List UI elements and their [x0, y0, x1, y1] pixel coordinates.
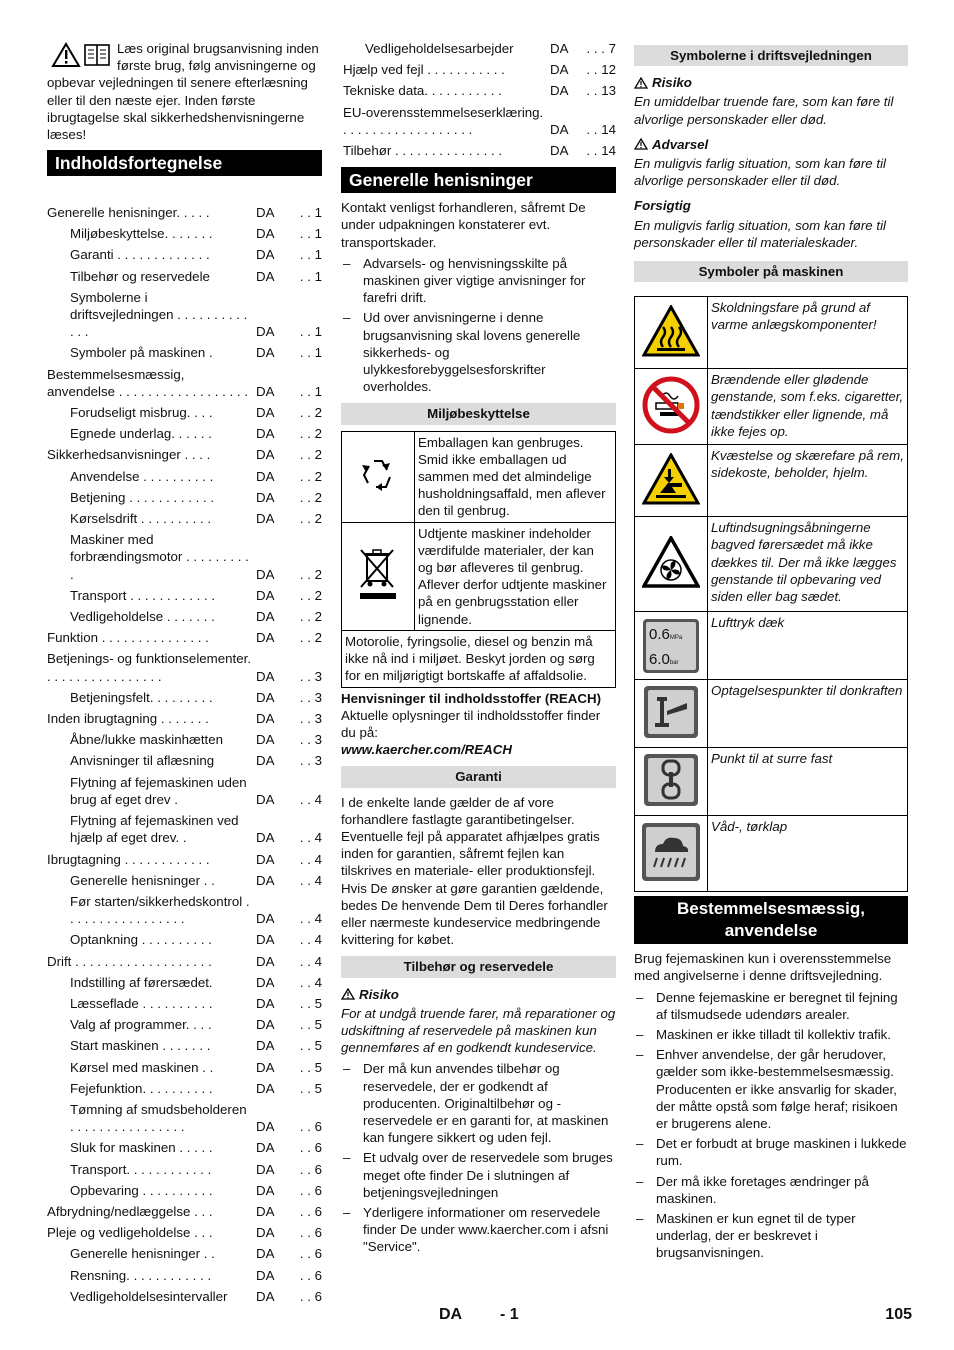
toc-entry[interactable]: [47, 710, 322, 727]
toc-entry[interactable]: [47, 650, 322, 684]
toc-entry[interactable]: [47, 812, 322, 846]
machine-symbols-table: [634, 296, 908, 892]
toc-entry[interactable]: [47, 731, 322, 748]
toc-entry-title: Indstilling af førersædet.: [70, 974, 213, 990]
toc-entry-lang: DA: [256, 247, 275, 263]
machine-symbol-cell: [635, 297, 708, 369]
toc-entry-page: . . 14: [586, 121, 616, 137]
machine-symbol-cell: [635, 445, 708, 517]
toc-heading: Indholdsfortegnelse: [47, 150, 322, 176]
toc-entry-lang: DA: [256, 1017, 275, 1033]
toc-entry-title: Optankning . . . . . . . . . .: [70, 932, 212, 948]
toc-entry[interactable]: [341, 142, 616, 159]
toc-entry-page: . . 6: [299, 1140, 322, 1156]
toc-entry-lang: DA: [256, 447, 275, 463]
toc-entry[interactable]: [47, 974, 322, 991]
toc-entry-page: . . 3: [299, 753, 322, 769]
toc-entry-title: Vedligeholdelse . . . . . . .: [70, 609, 215, 625]
toc-entry-title: Tilbehør og reservedele: [70, 268, 210, 284]
toc-entry-page: . . 3: [299, 732, 322, 748]
manual-book-icon: [83, 42, 111, 68]
toc-entry[interactable]: [47, 608, 322, 625]
toc-entry-page: . . 4: [299, 851, 322, 867]
toc-entry-title: Tekniske data. . . . . . . . . . .: [343, 83, 502, 99]
toc-entry-page: . . 3: [299, 689, 322, 705]
toc-entry-title: Forudseligt misbrug. . . .: [70, 405, 213, 421]
machine-symbol-text: Brændende eller glødende genstande, som f.eks. cigaretter, tændstikker eller lignende, må ikke fejes op.: [708, 369, 908, 445]
toc-entry-lang: DA: [256, 1225, 275, 1241]
toc-entry[interactable]: [47, 1203, 322, 1220]
toc-entry-page: . . 2: [299, 511, 322, 527]
page-footer: [0, 1306, 954, 1330]
toc-entry-lang: DA: [256, 872, 275, 888]
toc-entry-page: . . 4: [299, 911, 322, 927]
toc-entry-lang: DA: [256, 911, 275, 927]
reach-link[interactable]: www.kaercher.com/REACH: [341, 742, 512, 758]
toc-entry[interactable]: [47, 752, 322, 769]
symbols-risk-text: En umiddelbar truende fare, som kan føre til alvorlige personskader eller død.: [634, 94, 894, 127]
toc-entry-title: Flytning af fejemaskinen uden brug af eget drev .: [70, 774, 247, 807]
toc-entry[interactable]: [47, 344, 322, 361]
toc-entry[interactable]: [47, 425, 322, 442]
toc-entry-lang: DA: [256, 405, 275, 421]
toc-entry-title: Generelle henisninger. . . . .: [47, 205, 210, 220]
toc-entry-page: . . 2: [299, 468, 322, 484]
toc-entry-page: . . 1: [299, 205, 322, 220]
no-burning-objects-icon: [642, 376, 700, 434]
intended-use-heading: Bestemmelsesmæssig, anvendelse: [634, 896, 908, 944]
toc-entry-title: Generelle henisninger . .: [70, 872, 215, 888]
toc-entry-title: Transport. . . . . . . . . . . .: [70, 1161, 212, 1177]
toc-list-left: [47, 204, 322, 1305]
accessories-risk-text: For at undgå truende farer, må reparationer og udskiftning af reservedele på maskinen kun gennemføres af en godkendt kundeservice.: [341, 1005, 616, 1056]
general-item: – Ud over anvisningerne i denne brugsanvisning skal lovens generelle sikkerheds- og ulykkesforebyggelsesforskrifter overholdes.: [341, 309, 616, 395]
toc-entry-page: . . 6: [299, 1246, 322, 1262]
toc-entry-title: Inden ibrugtagning . . . . . . .: [47, 711, 209, 727]
symbols-heading: Symbolerne i driftsvejledningen: [634, 45, 908, 66]
toc-list-right: [341, 40, 616, 159]
reach-title: Henvisninger til indholdsstoffer (REACH): [341, 690, 602, 706]
toc-entry-lang: DA: [256, 711, 275, 727]
toc-entry-title: Kørselsdrift . . . . . . . . . .: [70, 511, 212, 527]
toc-entry-lang: DA: [256, 345, 275, 361]
toc-entry-title: Før starten/sikkerhedskontrol . . . . . . . . . . . . . . . . .: [70, 893, 250, 927]
toc-entry-title: Betjeningsfelt. . . . . . . . .: [70, 689, 213, 705]
toc-entry[interactable]: [47, 689, 322, 706]
toc-entry[interactable]: [47, 1267, 322, 1284]
toc-entry-lang: DA: [256, 511, 275, 527]
toc-entry-lang: DA: [550, 62, 569, 78]
tyre-pressure-bar: 6.0: [649, 650, 670, 668]
machine-symbol-cell: [635, 748, 708, 816]
toc-entry-title: Symbolerne i driftsvejledningen . . . . . . . . . . . . .: [70, 289, 248, 340]
toc-entry[interactable]: [47, 872, 322, 889]
toc-entry[interactable]: [47, 1139, 322, 1156]
toc-entry-title: Bestemmelsesmæssig, anvendelse . . . . . . . . . . . . . . . . . .: [47, 366, 249, 399]
accessories-item: – Yderligere informationer om reservedele finder De under www.kaercher.com i afsni "Service".: [341, 1204, 616, 1256]
toc-entry[interactable]: [47, 489, 322, 506]
general-intro: Kontakt venligst forhandleren, såfremt De under udpakningen konstaterer evt. transportskader.: [341, 200, 586, 250]
warning-triangle-icon: [51, 42, 81, 68]
toc-entry[interactable]: [47, 1016, 322, 1033]
footer-section-page: - 1: [500, 1306, 519, 1323]
toc-entry-page: . . 1: [299, 247, 322, 263]
toc-entry-title: Fejefunktion. . . . . . . . . .: [70, 1080, 213, 1096]
toc-entry[interactable]: [47, 446, 322, 463]
toc-entry-page: . . 1: [299, 226, 322, 242]
toc-entry-page: . . 1: [299, 383, 322, 399]
toc-entry-title: Ibrugtagning . . . . . . . . . . . .: [47, 851, 210, 867]
intended-use-item: – Enhver anvendelse, der går herudover, gælder som ikke-bestemmelsesmæssig. Producenten er ikke ansvarlig for skader, der måtte opstå som følge heraf; risikoen er brugerens alene.: [634, 1046, 908, 1132]
toc-entry-lang: DA: [256, 668, 275, 684]
toc-entry-page: . . 2: [299, 447, 322, 463]
toc-entry[interactable]: [47, 774, 322, 808]
toc-entry-page: . . 4: [299, 830, 322, 846]
toc-entry-page: . . . 7: [586, 41, 616, 56]
toc-entry-page: . . 5: [299, 1059, 322, 1075]
general-heading: Generelle henisninger: [341, 167, 616, 193]
intended-use-item: – Maskinen er ikke tilladt til kollektiv trafik.: [634, 1026, 908, 1043]
intended-use-item: – Der må ikke foretages ændringer på maskinen.: [634, 1173, 908, 1207]
machine-symbol-text: Optagelsespunkter til donkraften: [708, 680, 908, 748]
intended-use-intro: Brug fejemaskinen kun i overensstemmelse med angivelserne i denne driftsvejledning.: [634, 951, 892, 984]
accessories-item: – Der må kun anvendes tilbehør og reservedele, der er godkendt af producenten. Originaltilbehør og -reservedele er en garanti for, at maskinen kan fungere sikkert og uden fejl.: [341, 1060, 616, 1146]
toc-entry-title: Betjening . . . . . . . . . . . .: [70, 489, 215, 505]
toc-entry-page: . . 4: [299, 872, 322, 888]
toc-entry-lang: DA: [256, 226, 275, 242]
toc-entry[interactable]: [47, 931, 322, 948]
toc-entry[interactable]: [47, 953, 322, 970]
toc-entry-page: . . 2: [299, 426, 322, 442]
hot-surface-warning-icon: [642, 305, 700, 357]
toc-entry-page: . . 1: [299, 324, 322, 340]
machine-symbol-cell: [635, 816, 708, 892]
toc-entry-page: . . 6: [299, 1182, 322, 1198]
toc-entry-lang: DA: [256, 1161, 275, 1177]
toc-entry-title: Vedligeholdelsesintervaller: [70, 1288, 228, 1304]
toc-entry[interactable]: [47, 1080, 322, 1097]
fan-warning-icon: [642, 536, 700, 588]
toc-entry-lang: DA: [256, 383, 275, 399]
toc-entry-page: . . 12: [586, 62, 616, 78]
toc-entry-lang: DA: [256, 468, 275, 484]
toc-entry-lang: DA: [256, 1182, 275, 1198]
toc-entry[interactable]: [47, 995, 322, 1012]
toc-entry[interactable]: [47, 851, 322, 868]
tyre-pressure-bar-unit: bar: [669, 659, 679, 666]
toc-entry-page: . . 6: [299, 1288, 322, 1304]
toc-entry-lang: DA: [256, 609, 275, 625]
toc-entry[interactable]: [47, 1288, 322, 1305]
toc-entry-page: . . 5: [299, 1017, 322, 1033]
toc-entry[interactable]: [47, 366, 322, 400]
environment-recycle-cell: [342, 431, 415, 522]
toc-entry-page: . . 13: [586, 83, 616, 99]
toc-entry-lang: DA: [256, 974, 275, 990]
symbols-risk-label: Risiko: [652, 75, 692, 91]
toc-entry-title: EU-overensstemmelseserklæring. . . . . . . . . . . . . . . . . . .: [343, 104, 544, 137]
toc-entry-title: Miljøbeskyttelse. . . . . . .: [70, 226, 213, 242]
toc-entry-page: . . 5: [299, 1080, 322, 1096]
lashing-point-icon: [643, 753, 699, 807]
machine-symbol-text: Punkt til at surre fast: [708, 748, 908, 816]
toc-entry[interactable]: [47, 404, 322, 421]
recycle-icon: [356, 453, 400, 497]
toc-entry-title: Generelle henisninger . .: [70, 1246, 215, 1262]
toc-entry-lang: DA: [256, 689, 275, 705]
toc-entry-title: Tømning af smudsbeholderen . . . . . . . . . . . . . . . .: [70, 1101, 247, 1135]
toc-entry[interactable]: [47, 510, 322, 527]
toc-entry[interactable]: [47, 893, 322, 927]
toc-entry[interactable]: [47, 225, 322, 242]
symbols-warning-text: En muligvis farlig situation, som kan føre til alvorlige personskader eller til død.: [634, 156, 886, 189]
toc-entry-lang: DA: [256, 489, 275, 505]
column-right: [634, 40, 908, 1265]
toc-entry-title: Vedligeholdelsesarbejder: [365, 41, 514, 56]
toc-entry-lang: DA: [256, 268, 275, 284]
toc-entry-lang: DA: [256, 1140, 275, 1156]
toc-entry-lang: DA: [256, 1267, 275, 1283]
toc-entry-page: . . 2: [299, 630, 322, 646]
machine-symbol-cell: [635, 369, 708, 445]
warranty-text: I de enkelte lande gælder de af vore forhandlere fastlagte garantibetingelser. Eventuelle fejl på apparatet afhjælpes gratis inden for garantien, såfremt fejlen kan tilskrives en materiale- eller produktionsfejl. Hvis De ønsker at gøre garantien gældende, bedes De henvende Dem til Deres forhandler eller nærmeste kundeservice medbringende kvittering for købet.: [341, 794, 608, 948]
toc-entry-title: Transport . . . . . . . . . . . .: [70, 587, 216, 603]
toc-entry-page: . . 2: [299, 405, 322, 421]
accessories-item: – Et udvalg over de reservedele som bruges meget ofte finder De i slutningen af betjeningsvejledningen: [341, 1149, 616, 1201]
tyre-pressure-mpa-unit: MPa: [669, 634, 683, 641]
toc-entry-page: . . 5: [299, 1038, 322, 1054]
toc-entry-page: . . 4: [299, 974, 322, 990]
accessories-risk-label-row: [341, 986, 616, 1003]
intended-use-item: – Maskinen er kun egnet til de typer underlag, der er beskrevet i brugsanvisningen.: [634, 1210, 908, 1262]
machine-symbols-heading: Symboler på maskinen: [634, 261, 908, 282]
toc-entry-lang: DA: [256, 753, 275, 769]
intended-use-item: – Denne fejemaskine er beregnet til fejning af tilsmudsede udendørs arealer.: [634, 989, 908, 1023]
toc-entry-lang: DA: [256, 791, 275, 807]
symbols-caution-label-row: [634, 197, 908, 214]
intro-text: Læs original brugsanvisning inden første brug, følg anvisningerne og opbevar vejledningen til senere efterlæsning eller til den næste ejer. Inden første ibrugtagelse skal sikkerhedshenvisningerne læses!: [47, 41, 319, 143]
accessories-risk-label: Risiko: [359, 986, 399, 1002]
toc-entry-title: Pleje og vedligeholdelse . . .: [47, 1225, 213, 1241]
toc-entry[interactable]: [341, 40, 616, 57]
machine-symbol-text: Kvæstelse og skærefare på rem, sidekoste, beholder, hjelm.: [708, 445, 908, 517]
toc-entry-title: Garanti . . . . . . . . . . . . .: [70, 247, 210, 263]
toc-entry-title: Start maskinen . . . . . . .: [70, 1038, 211, 1054]
toc-entry-lang: DA: [256, 1203, 275, 1219]
toc-entry-lang: DA: [256, 995, 275, 1011]
toc-entry-title: Maskiner med forbrændingsmotor . . . . . . . . . .: [70, 532, 249, 582]
symbols-caution-label: Forsigtig: [634, 198, 691, 214]
toc-entry-title: Anvendelse . . . . . . . . . .: [70, 468, 214, 484]
tyre-pressure-mpa: 0.6: [649, 625, 670, 643]
toc-entry-page: . . 6: [299, 1203, 322, 1219]
toc-entry-lang: DA: [550, 143, 569, 159]
toc-entry-title: Hjælp ved fejl . . . . . . . . . . .: [343, 62, 505, 78]
symbols-warning-label-row: [634, 136, 908, 153]
toc-entry-page: . . 4: [299, 791, 322, 807]
toc-entry[interactable]: [47, 587, 322, 604]
machine-symbol-text: Våd-, tørklap: [708, 816, 908, 892]
toc-entry[interactable]: [47, 468, 322, 485]
intro-icons: [51, 42, 111, 68]
toc-entry-page: . . 3: [299, 711, 322, 727]
general-item: – Advarsels- og henvisningsskilte på maskinen giver vigtige anvisninger for farefri drift.: [341, 255, 616, 307]
toc-entry[interactable]: [341, 82, 616, 99]
toc-entry-page: . . 4: [299, 932, 322, 948]
toc-entry[interactable]: [341, 61, 616, 78]
page-number: 105: [885, 1306, 912, 1323]
toc-entry-title: Rensning. . . . . . . . . . . .: [70, 1267, 212, 1283]
column-middle: [341, 40, 616, 1259]
toc-entry-title: Sikkerhedsanvisninger . . . .: [47, 447, 211, 463]
toc-entry-title: Valg af programmer. . . .: [70, 1017, 212, 1033]
symbols-warning-label: Advarsel: [652, 136, 709, 152]
footer-lang: DA: [439, 1306, 463, 1323]
machine-symbol-cell: [635, 517, 708, 612]
wet-dry-icon: [641, 822, 701, 882]
toc-entry[interactable]: [47, 1245, 322, 1262]
environment-oil-text: Motorolie, fyringsolie, diesel og benzin må ikke nå ind i miljøet. Beskyt jorden og sørg for en miljørigtigt bortskaffe af affaldsolie.: [342, 630, 616, 687]
toc-entry-title: Symboler på maskinen .: [70, 345, 213, 361]
toc-entry-lang: DA: [256, 1038, 275, 1054]
toc-entry-lang: DA: [256, 830, 275, 846]
toc-entry[interactable]: [47, 1037, 322, 1054]
toc-entry[interactable]: [47, 289, 322, 341]
toc-entry-lang: DA: [256, 953, 275, 969]
symbols-risk-label-row: [634, 74, 908, 91]
toc-entry-page: . . 6: [299, 1119, 322, 1135]
toc-entry-title: Sluk for maskinen . . . . .: [70, 1140, 213, 1156]
toc-entry-title: Anvisninger til aflæsning: [70, 753, 215, 769]
toc-entry-lang: DA: [550, 83, 569, 99]
machine-symbol-text: Skoldningsfare på grund af varme anlægskomponenter!: [708, 297, 908, 369]
reach-text: Aktuelle oplysninger til indholdsstoffer finder du på:: [341, 707, 601, 740]
toc-entry-title: Kørsel med maskinen . .: [70, 1059, 214, 1075]
toc-entry-page: . . 6: [299, 1225, 322, 1241]
toc-entry-page: . . 5: [299, 995, 322, 1011]
accessories-heading: Tilbehør og reservedele: [341, 956, 616, 977]
environment-recycle-text: Emballagen kan genbruges. Smid ikke emballagen ud sammen med det almindelige husholdningsaffald, men aflever den til genbrug.: [415, 431, 616, 522]
machine-symbol-text: Luftindsugningsåbningerne bagved førersædet må ikke dækkes til. Der må ikke lægges genstande til opbevaring ved siden eller bag sædet.: [708, 517, 908, 612]
toc-entry-title: Opbevaring . . . . . . . . . .: [70, 1182, 213, 1198]
toc-entry-lang: DA: [256, 732, 275, 748]
toc-entry-lang: DA: [256, 1059, 275, 1075]
toc-entry-page: . . 2: [299, 566, 322, 582]
toc-entry-lang: DA: [256, 1080, 275, 1096]
toc-entry-title: Afbrydning/nedlæggelse . . .: [47, 1203, 213, 1219]
toc-entry-lang: DA: [256, 566, 275, 582]
toc-entry-page: . . 3: [299, 668, 322, 684]
toc-entry-page: . . 2: [299, 489, 322, 505]
jack-point-icon: [643, 685, 699, 739]
toc-entry-title: Åbne/lukke maskinhætten: [70, 732, 223, 748]
toc-entry-title: Drift . . . . . . . . . . . . . . . . . . .: [47, 953, 212, 969]
toc-entry[interactable]: [47, 268, 322, 285]
machine-symbol-cell: [635, 612, 708, 680]
hand-crush-warning-icon: [642, 453, 700, 505]
warning-triangle-icon: [634, 138, 648, 150]
toc-entry-page: . . 1: [299, 345, 322, 361]
toc-entry-lang: DA: [256, 630, 275, 646]
toc-entry[interactable]: [341, 104, 616, 138]
toc-entry[interactable]: [47, 246, 322, 263]
toc-entry[interactable]: [47, 1059, 322, 1076]
toc-entry-lang: DA: [256, 1288, 275, 1304]
environment-heading: Miljøbeskyttelse: [341, 403, 616, 424]
toc-entry[interactable]: [47, 1101, 322, 1135]
toc-entry-title: Betjenings- og funktionselementer. . . . . . . . . . . . . . . . .: [47, 651, 252, 684]
toc-entry-title: Læsseflade . . . . . . . . . .: [70, 995, 213, 1011]
toc-entry-lang: DA: [256, 851, 275, 867]
toc-entry[interactable]: [47, 629, 322, 646]
toc-entry-title: Funktion . . . . . . . . . . . . . . .: [47, 630, 209, 646]
toc-entry-lang: DA: [256, 324, 275, 340]
intro-block: [47, 40, 322, 144]
toc-entry[interactable]: [47, 1224, 322, 1241]
toc-entry-title: Tilbehør . . . . . . . . . . . . . . .: [343, 143, 503, 159]
machine-symbol-cell: [635, 680, 708, 748]
toc-entry-page: . . 14: [586, 143, 616, 159]
environment-weee-cell: [342, 522, 415, 630]
toc-entry-lang: DA: [550, 41, 569, 56]
machine-symbol-text: Lufttryk dæk: [708, 612, 908, 680]
toc-entry-lang: DA: [256, 587, 275, 603]
toc-entry-lang: DA: [256, 1119, 275, 1135]
environment-weee-text: Udtjente maskiner indeholder værdifulde materialer, der kan og bør afleveres til genbrug. Aflever derfor udtjente maskiner på en genbrugsstation eller lignende.: [415, 522, 616, 630]
toc-entry[interactable]: [47, 1161, 322, 1178]
toc-entry-lang: DA: [256, 426, 275, 442]
warning-triangle-icon: [634, 77, 648, 89]
warning-triangle-icon: [341, 988, 355, 1000]
toc-entry-lang: DA: [256, 932, 275, 948]
toc-entry[interactable]: [47, 204, 322, 221]
toc-entry-page: . . 2: [299, 587, 322, 603]
toc-entry[interactable]: [47, 531, 322, 583]
toc-entry-page: . . 4: [299, 953, 322, 969]
tyre-pressure-icon: [643, 619, 699, 673]
toc-entry-page: . . 2: [299, 609, 322, 625]
toc-entry-lang: DA: [256, 205, 275, 220]
column-left: [47, 40, 322, 1309]
toc-entry-title: Flytning af fejemaskinen ved hjælp af eget drev. .: [70, 813, 239, 846]
toc-entry-title: Egnede underlag. . . . . .: [70, 426, 212, 442]
warranty-heading: Garanti: [341, 766, 616, 787]
toc-entry-page: . . 6: [299, 1267, 322, 1283]
environment-table: [341, 431, 616, 688]
toc-entry-page: . . 1: [299, 268, 322, 284]
toc-entry-lang: DA: [256, 1246, 275, 1262]
crossed-bin-icon: [356, 545, 400, 603]
intended-use-item: – Det er forbudt at bruge maskinen i lukkede rum.: [634, 1135, 908, 1169]
toc-entry-page: . . 6: [299, 1161, 322, 1177]
toc-entry[interactable]: [47, 1182, 322, 1199]
toc-entry-lang: DA: [550, 121, 569, 137]
symbols-caution-text: En muligvis farlig situation, som kan føre til personskader eller til materialeskader.: [634, 217, 886, 250]
